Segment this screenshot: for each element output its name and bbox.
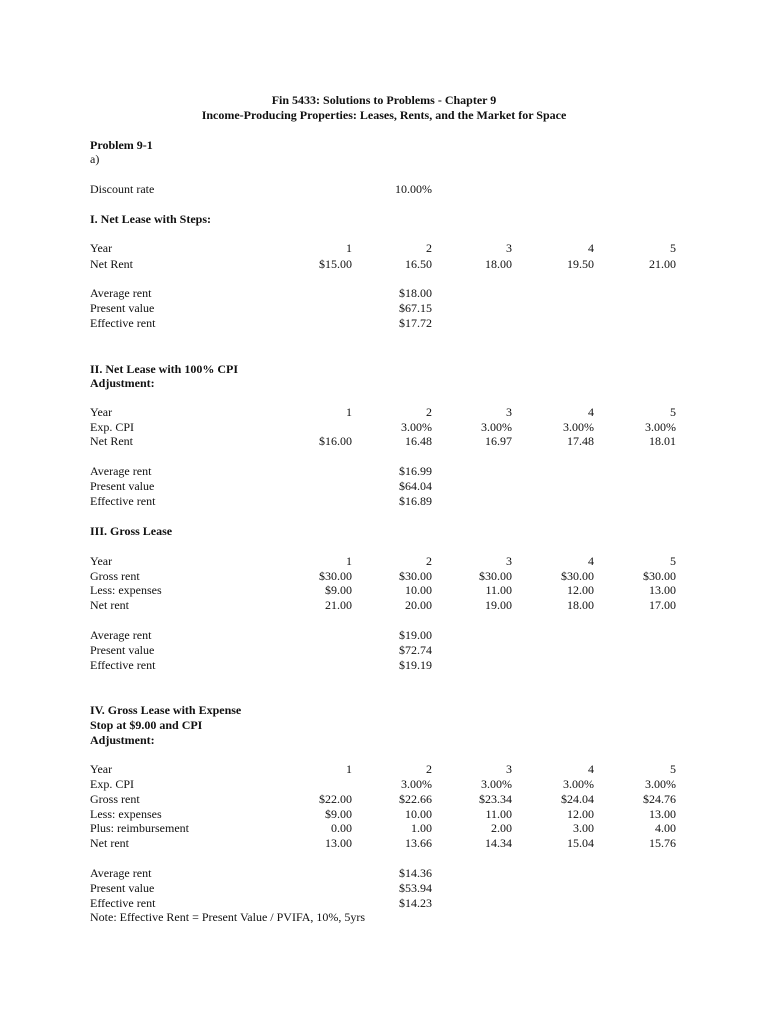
cell-y4: 3.00 (573, 821, 594, 835)
cell-y4: 17.48 (567, 434, 594, 448)
summary-label: Average rent (90, 866, 152, 880)
cell-y3: 3 (506, 241, 512, 255)
cell-y2: 2 (426, 405, 432, 419)
cell-y3: 2.00 (491, 821, 512, 835)
cell-y2: 20.00 (405, 598, 432, 612)
cell-y5: $30.00 (643, 569, 676, 583)
cell-y1: $15.00 (319, 257, 352, 271)
effective-rent-note: Note: Effective Rent = Present Value / PVIFA, 10%, 5yrs (90, 910, 366, 924)
cell-y4: 4 (588, 241, 594, 255)
summary-row-average (0, 286, 768, 301)
cell-y4: $30.00 (561, 569, 594, 583)
section1-row-net-rent (0, 257, 768, 272)
cell-y1: 1 (346, 554, 352, 568)
summary-label: Effective rent (90, 494, 156, 508)
cell-y3: 18.00 (485, 257, 512, 271)
cell-y1: $9.00 (325, 583, 352, 597)
row-label: Year (90, 762, 113, 776)
section4-row-gross-rent (0, 792, 768, 807)
cell-y1: 13.00 (325, 836, 352, 850)
document-title-line1: Fin 5433: Solutions to Problems - Chapter 9 (271, 93, 497, 107)
cell-y1: $9.00 (325, 807, 352, 821)
section4-row-year (0, 762, 768, 777)
row-label: Year (90, 405, 113, 419)
cell-y2: 3.00% (401, 420, 432, 434)
cell-y1: $22.00 (319, 792, 352, 806)
summary-value: $16.89 (399, 494, 432, 508)
cell-y5: $24.76 (643, 792, 676, 806)
section2-heading-line2: Adjustment: (90, 376, 155, 390)
summary-label: Average rent (90, 286, 152, 300)
summary-row-effective (0, 494, 768, 509)
discount-rate-label: Discount rate (90, 182, 155, 196)
summary-label: Effective rent (90, 316, 156, 330)
cell-y2: 2 (426, 241, 432, 255)
section3-row-net-rent (0, 598, 768, 613)
cell-y5: 5 (670, 554, 676, 568)
document-title-line2: Income-Producing Properties: Leases, Rents, and the Market for Space (201, 108, 567, 122)
summary-row-effective (0, 896, 768, 911)
cell-y1: 21.00 (325, 598, 352, 612)
cell-y1: 1 (346, 241, 352, 255)
cell-y3: 3 (506, 405, 512, 419)
section4-row-expenses (0, 807, 768, 822)
cell-y5: 15.76 (649, 836, 676, 850)
summary-row-average (0, 628, 768, 643)
summary-row-present-value (0, 301, 768, 316)
cell-y5: 21.00 (649, 257, 676, 271)
cell-y3: 11.00 (485, 807, 512, 821)
cell-y3: 3 (506, 554, 512, 568)
cell-y4: 15.04 (567, 836, 594, 850)
cell-y3: 11.00 (485, 583, 512, 597)
cell-y1: 0.00 (331, 821, 352, 835)
summary-label: Average rent (90, 628, 152, 642)
summary-value: $19.00 (399, 628, 432, 642)
summary-value: $53.94 (399, 881, 432, 895)
cell-y1: $16.00 (319, 434, 352, 448)
summary-row-effective (0, 316, 768, 331)
cell-y5: 5 (670, 762, 676, 776)
section4-heading-line1: IV. Gross Lease with Expense (90, 703, 242, 717)
summary-value: $14.23 (399, 896, 432, 910)
problem-label: Problem 9-1 (90, 138, 153, 152)
summary-row-effective (0, 658, 768, 673)
row-label: Gross rent (90, 792, 140, 806)
cell-y2: 2 (426, 762, 432, 776)
cell-y4: 4 (588, 405, 594, 419)
summary-label: Present value (90, 479, 155, 493)
cell-y1: $30.00 (319, 569, 352, 583)
cell-y4: 12.00 (567, 807, 594, 821)
cell-y3: $23.34 (479, 792, 512, 806)
summary-label: Average rent (90, 464, 152, 478)
cell-y5: 13.00 (649, 807, 676, 821)
cell-y5: 18.01 (649, 434, 676, 448)
summary-row-present-value (0, 643, 768, 658)
cell-y1: 1 (346, 405, 352, 419)
cell-y5: 3.00% (645, 777, 676, 791)
row-label: Less: expenses (90, 807, 162, 821)
cell-y2: 3.00% (401, 777, 432, 791)
cell-y2: $22.66 (399, 792, 432, 806)
cell-y4: 12.00 (567, 583, 594, 597)
cell-y5: 5 (670, 241, 676, 255)
summary-row-average (0, 464, 768, 479)
cell-y3: 19.00 (485, 598, 512, 612)
cell-y3: $30.00 (479, 569, 512, 583)
cell-y2: $30.00 (399, 569, 432, 583)
section3-row-gross-rent (0, 569, 768, 584)
summary-value: $14.36 (399, 866, 432, 880)
section3-row-expenses (0, 583, 768, 598)
cell-y3: 3 (506, 762, 512, 776)
cell-y3: 3.00% (481, 420, 512, 434)
cell-y4: 3.00% (563, 777, 594, 791)
row-label: Plus: reimbursement (90, 821, 189, 835)
summary-value: $16.99 (399, 464, 432, 478)
summary-label: Present value (90, 301, 155, 315)
cell-y4: 3.00% (563, 420, 594, 434)
cell-y3: 16.97 (485, 434, 512, 448)
row-label: Net Rent (90, 257, 133, 271)
summary-label: Present value (90, 881, 155, 895)
cell-y4: 4 (588, 554, 594, 568)
summary-label: Present value (90, 643, 155, 657)
section3-row-year (0, 554, 768, 569)
section4-row-exp-cpi (0, 777, 768, 792)
row-label: Exp. CPI (90, 420, 135, 434)
section4-row-reimbursement (0, 821, 768, 836)
cell-y5: 13.00 (649, 583, 676, 597)
section2-row-net-rent (0, 434, 768, 449)
cell-y2: 16.48 (405, 434, 432, 448)
section2-heading-line1: II. Net Lease with 100% CPI (90, 362, 238, 376)
cell-y4: $24.04 (561, 792, 594, 806)
cell-y1: 1 (346, 762, 352, 776)
row-label: Net Rent (90, 434, 133, 448)
summary-value: $72.74 (399, 643, 432, 657)
summary-row-present-value (0, 479, 768, 494)
cell-y5: 3.00% (645, 420, 676, 434)
cell-y4: 19.50 (567, 257, 594, 271)
section4-row-net-rent (0, 836, 768, 851)
row-label: Net rent (90, 598, 129, 612)
cell-y2: 10.00 (405, 583, 432, 597)
cell-y4: 4 (588, 762, 594, 776)
summary-row-present-value (0, 881, 768, 896)
section4-heading-line2: Stop at $9.00 and CPI (90, 718, 203, 732)
cell-y2: 10.00 (405, 807, 432, 821)
cell-y5: 17.00 (649, 598, 676, 612)
cell-y2: 1.00 (411, 821, 432, 835)
section1-row-year (0, 241, 768, 256)
row-label: Year (90, 554, 113, 568)
cell-y2: 13.66 (405, 836, 432, 850)
row-label: Gross rent (90, 569, 140, 583)
cell-y3: 3.00% (481, 777, 512, 791)
cell-y4: 18.00 (567, 598, 594, 612)
section1-heading: I. Net Lease with Steps: (90, 212, 211, 226)
discount-rate-value: 10.00% (395, 182, 432, 196)
row-label: Less: expenses (90, 583, 162, 597)
cell-y5: 4.00 (655, 821, 676, 835)
section4-heading-line3: Adjustment: (90, 733, 155, 747)
section2-row-exp-cpi (0, 420, 768, 435)
problem-part: a) (90, 152, 100, 166)
summary-row-average (0, 866, 768, 881)
summary-value: $67.15 (399, 301, 432, 315)
cell-y2: 2 (426, 554, 432, 568)
cell-y5: 5 (670, 405, 676, 419)
cell-y3: 14.34 (485, 836, 512, 850)
summary-value: $19.19 (399, 658, 432, 672)
summary-value: $18.00 (399, 286, 432, 300)
section3-heading: III. Gross Lease (90, 524, 173, 538)
summary-value: $64.04 (399, 479, 432, 493)
row-label: Exp. CPI (90, 777, 135, 791)
cell-y2: 16.50 (405, 257, 432, 271)
summary-label: Effective rent (90, 896, 156, 910)
section2-row-year (0, 405, 768, 420)
row-label: Year (90, 241, 113, 255)
summary-label: Effective rent (90, 658, 156, 672)
row-label: Net rent (90, 836, 129, 850)
summary-value: $17.72 (399, 316, 432, 330)
